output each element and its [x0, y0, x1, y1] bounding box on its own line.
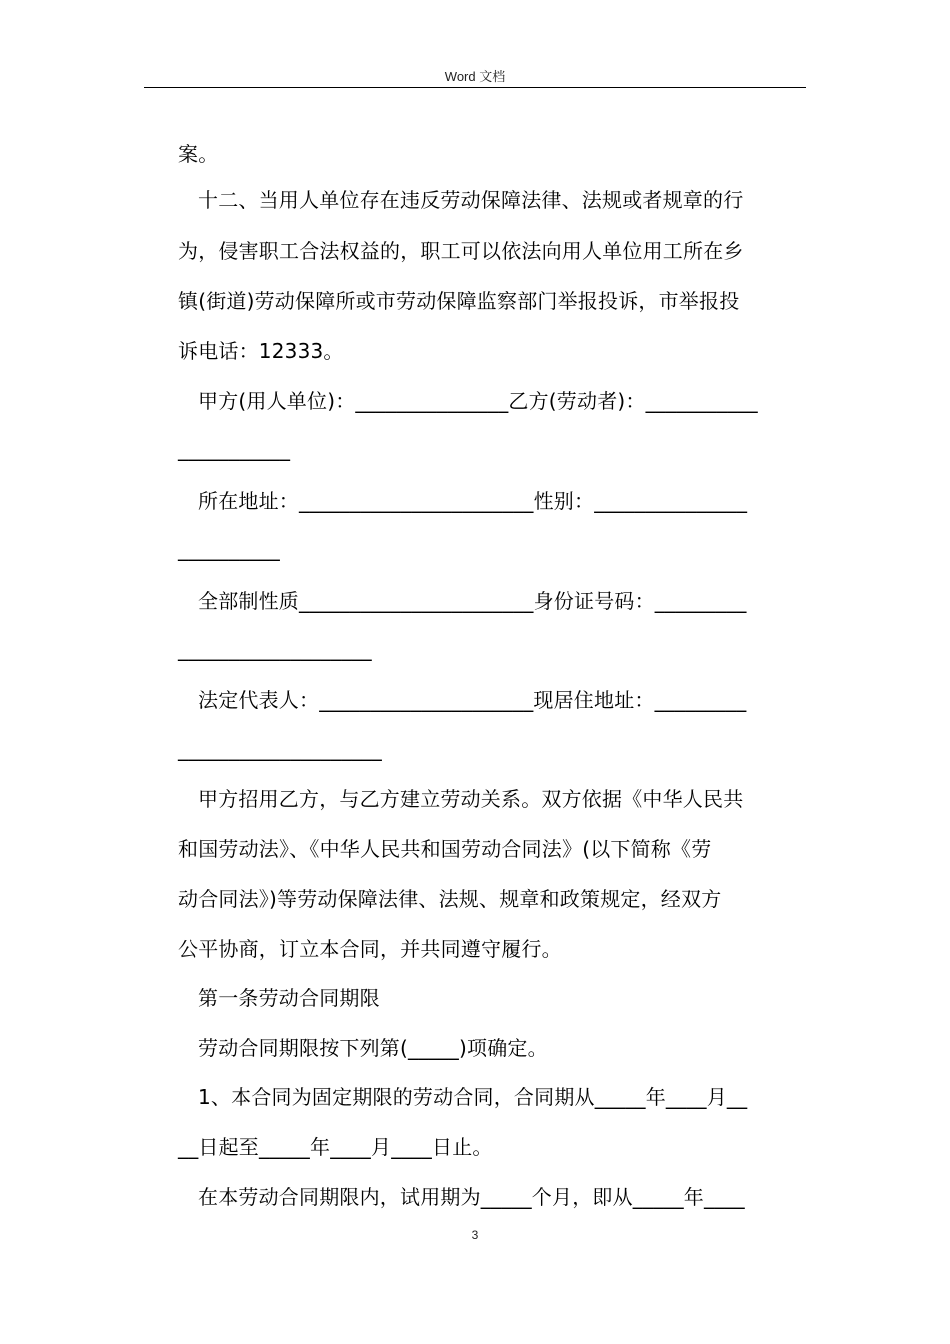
text-line: 全部制性质_______________________身份证号码：_________ [198, 589, 747, 613]
text-line: 十二、当用人单位存在违反劳动保障法律、法规或者规章的行 [198, 188, 744, 212]
text-line: 动合同法》)等劳动保障法律、法规、规章和政策规定，经双方 [178, 887, 722, 911]
text-line: 为，侵害职工合法权益的，职工可以依法向用人单位用工所在乡 [178, 239, 744, 263]
text-line: 1、本合同为固定期限的劳动合同，合同期从_____年____月__ [198, 1085, 748, 1109]
header-divider [144, 87, 806, 88]
text-line: 第一条劳动合同期限 [198, 986, 380, 1010]
text-line: 甲方招用乙方，与乙方建立劳动关系。双方依据《中华人民共 [198, 787, 744, 811]
text-line: 所在地址：_______________________性别：_______________ [198, 489, 748, 513]
text-line: 公平协商，订立本合同，并共同遵守履行。 [178, 937, 562, 961]
text-line: ___________________ [178, 637, 372, 661]
text-line: __日起至_____年____月____日止。 [178, 1135, 493, 1159]
text-line: 案。 [178, 142, 219, 166]
text-line: 法定代表人：_____________________现居住地址：_________ [198, 688, 747, 712]
text-line: 在本劳动合同期限内，试用期为_____个月，即从_____年____ [198, 1185, 745, 1209]
text-line: __________ [178, 537, 280, 561]
text-line: 甲方(用人单位)：_______________乙方(劳动者)：___________ [198, 389, 758, 413]
page-header: Word 文档 [444, 69, 506, 84]
text-line: 镇(街道)劳动保障所或市劳动保障监察部门举报投诉，市举报投 [178, 289, 740, 313]
text-line: ____________________ [178, 737, 382, 761]
text-line: 劳动合同期限按下列第(_____)项确定。 [198, 1036, 548, 1060]
page-number: 3 [471, 1228, 479, 1242]
text-line: 和国劳动法》、《中华人民共和国劳动合同法》(以下简称《劳 [178, 837, 712, 861]
text-line: 诉电话：12333。 [178, 339, 344, 363]
text-line: ___________ [178, 437, 291, 461]
